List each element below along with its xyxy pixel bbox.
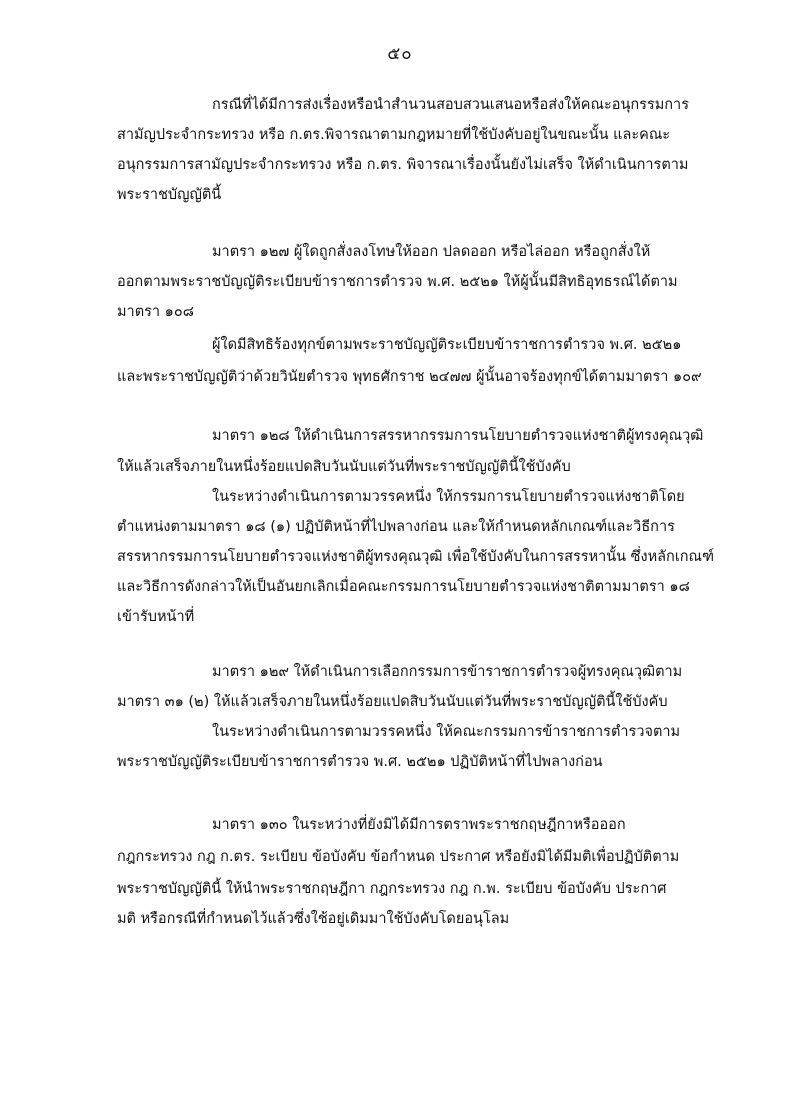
text-line: สามัญประจำกระทรวง หรือ ก.ตร.พิจารณาตามกฎหมายที่ใช้บังคับอยู่ในขณะนั้น และคณะ	[117, 127, 671, 143]
text-line: ผู้ใดมีสิทธิร้องทุกข์ตามพระราชบัญญัติระเบียบข้าราชการตำรวจ พ.ศ. ๒๕๒๑	[212, 337, 682, 353]
text-line: ตำแหน่งตามมาตรา ๑๘ (๑) ปฏิบัติหน้าที่ไปพลางก่อน และให้กำหนดหลักเกณฑ์และวิธีการ	[117, 519, 675, 535]
text-line: ออกตามพระราชบัญญัติระเบียบข้าราชการตำรวจ พ.ศ. ๒๕๒๑ ให้ผู้นั้นมีสิทธิอุทธรณ์ได้ตาม	[117, 274, 678, 290]
text-line: กฎกระทรวง กฎ ก.ตร. ระเบียบ ข้อบังคับ ข้อกำหนด ประกาศ หรือยังมิได้มีมติเพื่อปฏิบัติตาม	[117, 849, 680, 865]
text-line: มาตรา ๑๒๗ ผู้ใดถูกสั่งลงโทษให้ออก ปลดออก หรือไล่ออก หรือถูกสั่งให้	[212, 244, 651, 260]
text-line: พระราชบัญญัตินี้	[117, 187, 222, 203]
text-line: มาตรา ๓๑ (๒) ให้แล้วเสร็จภายในหนึ่งร้อยแปดสิบวันนับแต่วันที่พระราชบัญญัตินี้ใช้บังคับ	[117, 694, 668, 710]
text-line: ให้แล้วเสร็จภายในหนึ่งร้อยแปดสิบวันนับแต่วันที่พระราชบัญญัตินี้ใช้บังคับ	[117, 459, 571, 475]
text-line: ในระหว่างดำเนินการตามวรรคหนึ่ง ให้กรรมการนโยบายตำรวจแห่งชาติโดย	[212, 489, 685, 505]
text-line: เข้ารับหน้าที่	[117, 609, 195, 625]
text-line: กรณีที่ได้มีการส่งเรื่องหรือนำสำนวนสอบสวนเสนอหรือส่งให้คณะอนุกรรมการ	[212, 97, 689, 113]
text-line: สรรหากรรมการนโยบายตำรวจแห่งชาติผู้ทรงคุณวุฒิ เพื่อใช้บังคับในการสรรหานั้น ซึ่งหลักเกณฑ์	[117, 549, 715, 565]
text-line: มาตรา ๑๓๐ ในระหว่างที่ยังมิได้มีการตราพระราชกฤษฎีกาหรือออก	[212, 817, 626, 833]
text-line: พระราชบัญญัติระเบียบข้าราชการตำรวจ พ.ศ. ๒๕๒๑ ปฏิบัติหน้าที่ไปพลางก่อน	[117, 754, 603, 770]
text-line: พระราชบัญญัตินี้ ให้นำพระราชกฤษฎีกา กฎกระทรวง กฎ ก.พ. ระเบียบ ข้อบังคับ ประกาศ	[117, 881, 667, 897]
text-line: มาตรา ๑๒๙ ให้ดำเนินการเลือกกรรมการข้าราชการตำรวจผู้ทรงคุณวุฒิตาม	[212, 664, 683, 680]
text-line: และพระราชบัญญัติว่าด้วยวินัยตำรวจ พุทธศักราช ๒๔๗๗ ผู้นั้นอาจร้องทุกข์ได้ตามมาตรา ๑๐๙	[117, 369, 702, 385]
text-line: มาตรา ๑๐๘	[117, 304, 194, 320]
text-line: ในระหว่างดำเนินการตามวรรคหนึ่ง ให้คณะกรรมการข้าราชการตำรวจตาม	[212, 724, 681, 740]
text-line: อนุกรรมการสามัญประจำกระทรวง หรือ ก.ตร. พิจารณาเรื่องนั้นยังไม่เสร็จ ให้ดำเนินการตาม	[117, 157, 689, 173]
text-line: และวิธีการดังกล่าวให้เป็นอันยกเลิกเมื่อคณะกรรมการนโยบายตำรวจแห่งชาติตามมาตรา ๑๘	[117, 579, 690, 595]
page-number: ๕๐	[387, 44, 413, 64]
text-line: มาตรา ๑๒๘ ให้ดำเนินการสรรหากรรมการนโยบายตำรวจแห่งชาติผู้ทรงคุณวุฒิ	[212, 428, 704, 444]
text-line: มติ หรือกรณีที่กำหนดไว้แล้วซึ่งใช้อยู่เดิมมาใช้บังคับโดยอนุโลม	[117, 911, 510, 927]
